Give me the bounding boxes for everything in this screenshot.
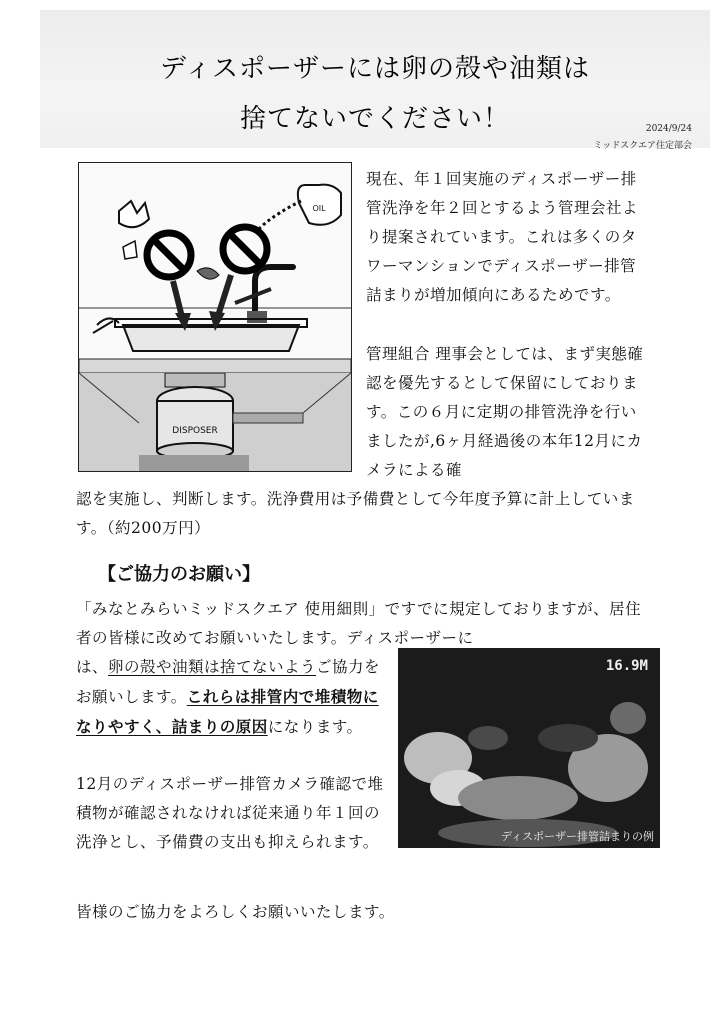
sink-drawing — [79, 163, 351, 471]
faucet-icon — [255, 267, 293, 313]
oil-label: OIL — [312, 204, 326, 213]
paragraph-current-cleaning: 現在、年１回実施のディスポーザー排管洗浄を年２回とするよう管理会社より提案されています。これは多くのタワーマンションでディスポーザー排管詰まりが増加傾向にあるためです。 — [366, 170, 639, 304]
section-heading-request: 【ご協力のお願い】 — [98, 564, 260, 585]
issuer-org: ミッドスクエア住定部会 — [593, 141, 692, 151]
egg-shell-icon — [119, 201, 149, 227]
camera-distance-readout: 16.9M — [605, 658, 648, 674]
header-banner — [40, 10, 710, 151]
paragraph-board-decision: 管理組合 理事会としては、まず実態確認を優先するとして保留にしております。この６月に定期の排管洗浄を行いましたが,6ヶ月経過後の本年12月にカメラによる確 — [366, 345, 644, 479]
emphasized-text: これらは排管内で堆積物になりやすく、詰まりの原因 — [76, 687, 379, 736]
sink-basin — [123, 325, 299, 351]
page-title-line2: 捨てないでください！ — [239, 104, 510, 134]
paragraph-closing: 皆様のご協力をよろしくお願いいたします。 — [76, 903, 395, 921]
page-title-line1: ディスポーザーには卵の殻や油類は — [160, 54, 590, 84]
disposer-label: DISPOSER — [172, 426, 218, 436]
underlined-text: 卵の殻や油類は捨てないよう — [108, 658, 317, 676]
paragraph-board-decision-cont: 認を実施し、判断します。洗浄費用は予備費として今年度予算に計上しています。（約200万円） — [76, 490, 635, 537]
down-arrow-icon — [173, 281, 191, 331]
text-segment: ご協力をお願いします。 — [76, 658, 381, 706]
pipe-camera-image — [398, 648, 660, 848]
paragraph-camera-check: 12月のディスポーザー排管カメラ確認で堆積物が確認されなければ従来通り年１回の洗浄とし、予備費の支出も抑えられます。 — [76, 775, 384, 851]
prohibited-eggshell-icon — [147, 233, 191, 277]
disposer-illustration — [78, 162, 352, 472]
paragraph-request-detail — [76, 653, 390, 742]
issue-date: 2024/9/24 — [645, 124, 692, 134]
prohibited-oil-icon — [223, 227, 267, 271]
pipe-clog-photo — [398, 648, 660, 848]
paragraph-request-intro: 「みなとみらいミッドスクエア 使用細則」ですでに規定しておりますが、居住者の皆様に改めてお願いいたします。ディスポーザーに — [76, 600, 642, 647]
text-segment: は、 — [76, 658, 109, 676]
photo-caption: ディスポーザー排管詰まりの例 — [500, 830, 654, 843]
text-segment: になります。 — [267, 718, 363, 736]
down-arrow-icon — [209, 275, 231, 331]
